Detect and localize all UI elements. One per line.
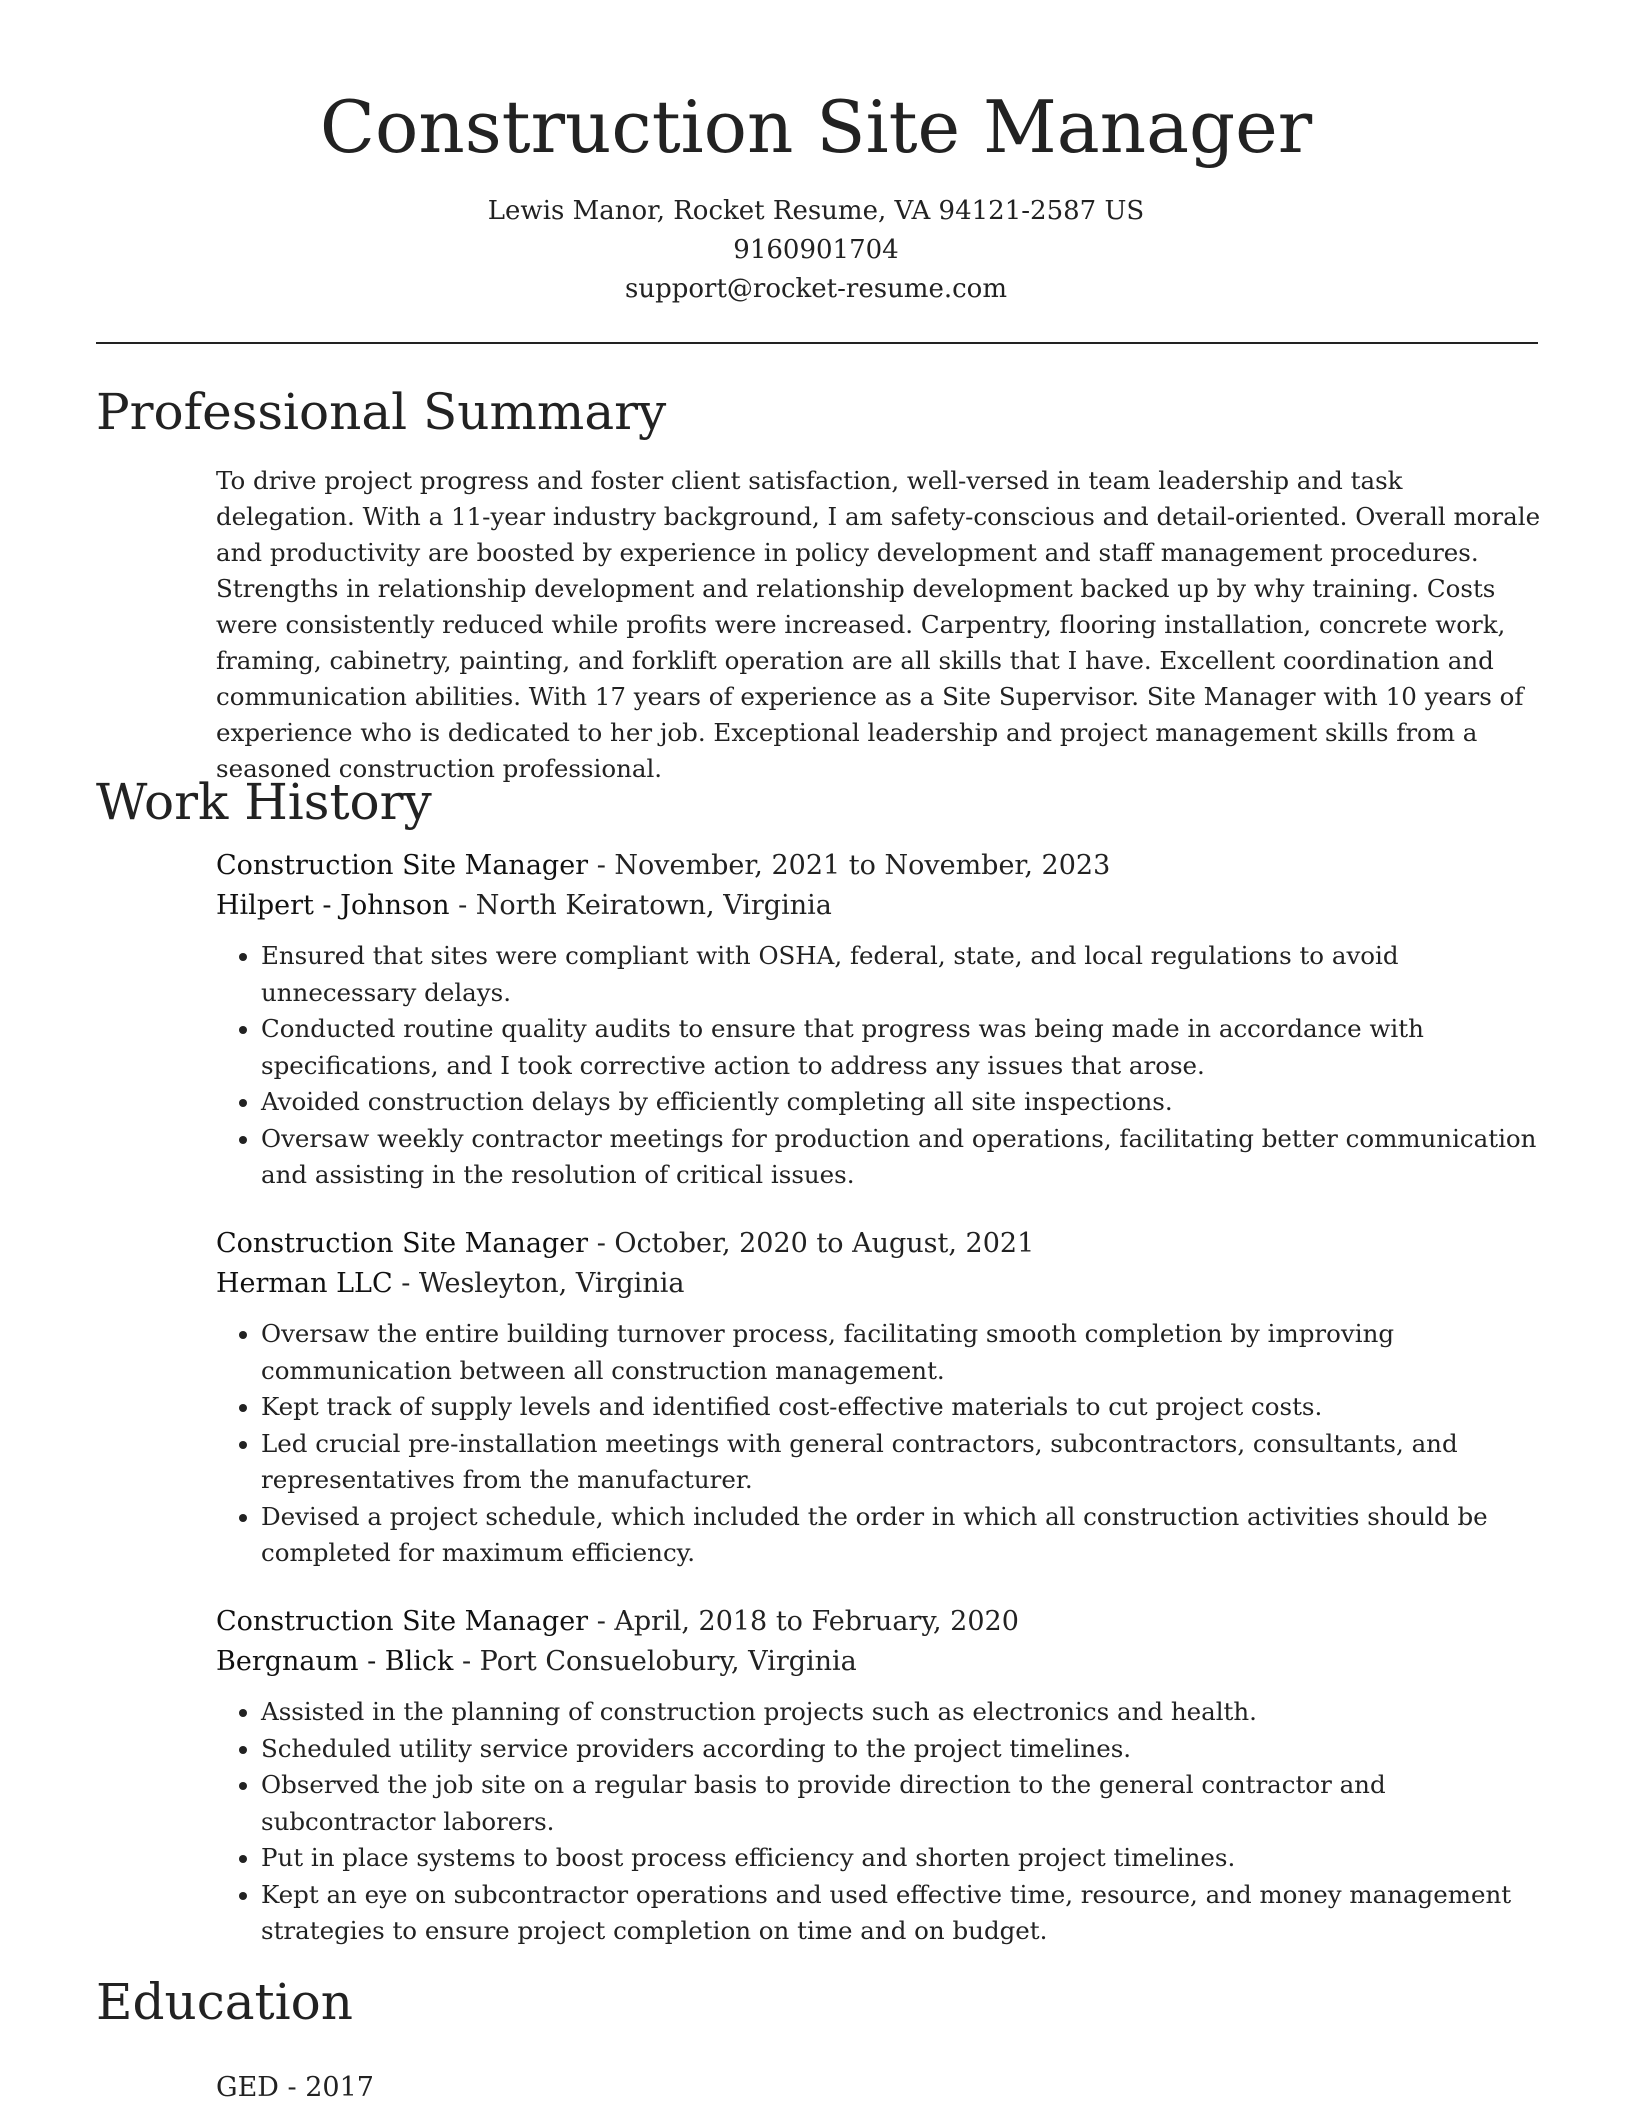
job-entry-1	[216, 846, 1546, 1194]
header-divider	[96, 342, 1538, 344]
job-entry-2	[216, 1224, 1546, 1572]
job-role: Construction Site Manager	[216, 850, 589, 881]
job-location: - Wesleyton, Virginia	[401, 1268, 685, 1299]
contact-block	[0, 192, 1632, 309]
job-title-line	[216, 1224, 1546, 1264]
job-bullet: • Put in place systems to boost process efficiency and shorten project timelines.	[261, 1840, 1546, 1877]
job-role: Construction Site Manager	[216, 1606, 589, 1637]
job-bullet: • Oversaw weekly contractor meetings for production and operations, facilitating better communication and assisting in the resolution of critical issues.	[261, 1121, 1546, 1194]
job-bullet: • Conducted routine quality audits to ensure that progress was being made in accordance with specifications, and I took corrective action to address any issues that arose.	[261, 1011, 1546, 1084]
education-entry: GED - 2017	[216, 2072, 374, 2103]
job-bullet: • Kept track of supply levels and identified cost-effective materials to cut project costs.	[261, 1389, 1546, 1426]
phone-text: 9160901704	[733, 235, 899, 265]
job-bullet: • Scheduled utility service providers according to the project timelines.	[261, 1731, 1546, 1768]
job-bullet: • Kept an eye on subcontractor operations and used effective time, resource, and money management strategies to ensure project completion on time and on budget.	[261, 1877, 1546, 1950]
job-dates: - April, 2018 to February, 2020	[596, 1606, 1019, 1637]
job-company-line	[216, 1642, 1546, 1682]
candidate-title: Construction Site Manager	[319, 85, 1313, 169]
job-entry-3	[216, 1602, 1546, 1950]
work-history-heading: Work History	[96, 773, 432, 831]
job-title-line	[216, 1602, 1546, 1642]
job-company: Herman LLC	[216, 1268, 393, 1299]
job-title-line	[216, 846, 1546, 886]
job-dates: - October, 2020 to August, 2021	[596, 1228, 1035, 1259]
job-location: - North Keiratown, Virginia	[458, 890, 832, 921]
job-dates: - November, 2021 to November, 2023	[596, 850, 1111, 881]
summary-heading: Professional Summary	[96, 383, 667, 441]
job-bullet: • Assisted in the planning of construction projects such as electronics and health.	[261, 1694, 1546, 1731]
job-role: Construction Site Manager	[216, 1228, 589, 1259]
resume-header	[0, 0, 1632, 309]
job-bullets	[216, 1316, 1546, 1572]
job-bullet: • Devised a project schedule, which included the order in which all construction activities should be completed for maximum efficiency.	[261, 1499, 1546, 1572]
summary-text: To drive project progress and foster client satisfaction, well-versed in team leadership and task delegation. With a 11-year industry background, I am safety-conscious and detail-oriented. Overall morale and productivity are boosted by experience in policy development and staff management procedures. Strengths in relationship development and relationship development backed up by why training. Costs were consistently reduced while profits were increased. Carpentry, flooring installation, concrete work, framing, cabinetry, painting, and forklift operation are all skills that I have. Excellent coordination and communication abilities. With 17 years of experience as a Site Supervisor. Site Manager with 10 years of experience who is dedicated to her job. Exceptional leadership and project management skills from a seasoned construction professional.	[216, 466, 1541, 783]
job-bullet: • Observed the job site on a regular basis to provide direction to the general contractor and subcontractor laborers.	[261, 1767, 1546, 1840]
job-bullet: • Ensured that sites were compliant with OSHA, federal, state, and local regulations to avoid unnecessary delays.	[261, 938, 1546, 1011]
education-heading: Education	[96, 1973, 353, 2031]
job-company-line	[216, 1264, 1546, 1304]
job-company-line	[216, 886, 1546, 926]
job-bullet: • Led crucial pre-installation meetings with general contractors, subcontractors, consultants, and representatives from the manufacturer.	[261, 1426, 1546, 1499]
job-bullet: • Avoided construction delays by efficiently completing all site inspections.	[261, 1084, 1546, 1121]
job-bullets	[216, 938, 1546, 1194]
job-location: - Port Consuelobury, Virginia	[461, 1646, 857, 1677]
address-text: Lewis Manor, Rocket Resume, VA 94121-2587 US	[487, 196, 1145, 226]
job-company: Hilpert - Johnson	[216, 890, 450, 921]
job-bullet: • Oversaw the entire building turnover process, facilitating smooth completion by improving communication between all construction management.	[261, 1316, 1546, 1389]
job-bullets	[216, 1694, 1546, 1950]
job-company: Bergnaum - Blick	[216, 1646, 454, 1677]
email-text: support@rocket-resume.com	[624, 274, 1007, 304]
